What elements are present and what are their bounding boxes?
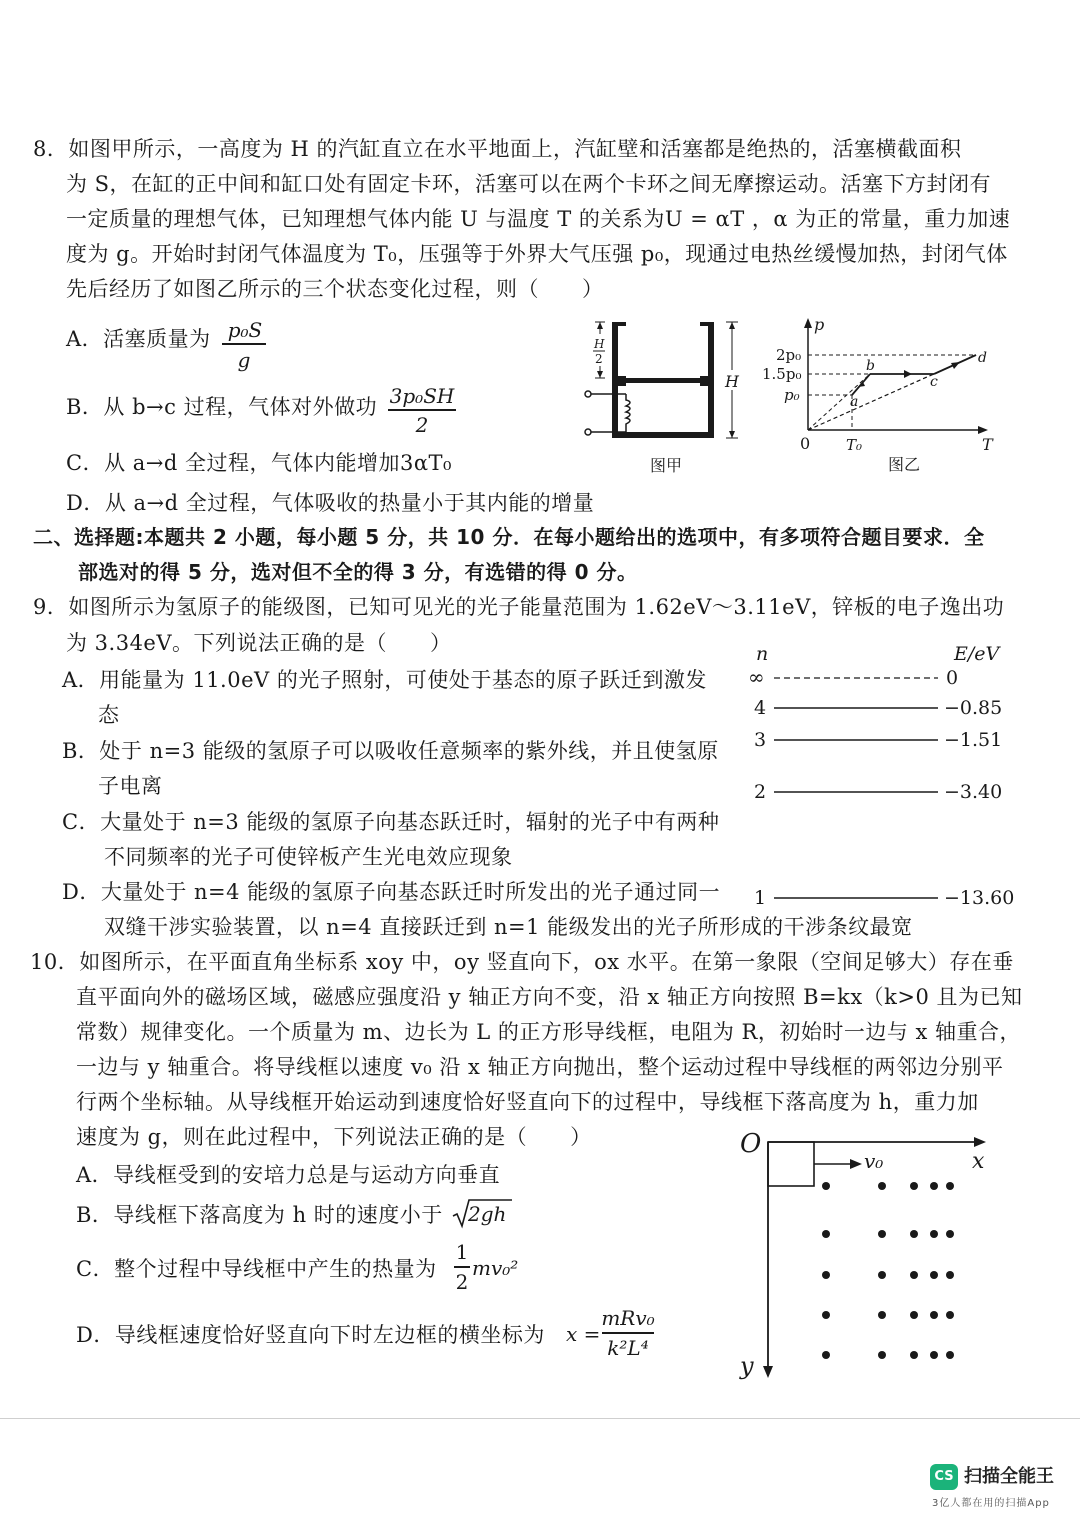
q8-option-b-denominator: 2 bbox=[415, 413, 429, 437]
origin-O: O bbox=[740, 1129, 762, 1159]
figure-yi-pT-graph bbox=[762, 315, 1000, 480]
q10-option-c-numerator: 1 bbox=[455, 1240, 469, 1264]
q8-option-a-numerator: p₀S bbox=[227, 318, 263, 342]
point-a: a bbox=[850, 394, 859, 410]
cylinder-right-wall bbox=[708, 322, 714, 436]
q10-option-c-mv0-squared: mv₀² bbox=[472, 1256, 519, 1280]
q9-option-b-line-2: 子电离 bbox=[98, 774, 163, 798]
q8-option-a-denominator: g bbox=[237, 348, 251, 372]
fraction-bar bbox=[388, 409, 456, 411]
q10-field-figure bbox=[736, 1122, 996, 1392]
level-4-n: 4 bbox=[754, 697, 767, 719]
v0-label: v₀ bbox=[864, 1149, 884, 1173]
tick-p0: p₀ bbox=[784, 386, 800, 404]
square-wire-frame bbox=[768, 1142, 814, 1186]
p-axis-label: p bbox=[814, 315, 825, 334]
magnetic-field-dots bbox=[822, 1182, 954, 1359]
half-H-numerator: H bbox=[594, 337, 605, 351]
fraction-bar bbox=[602, 1332, 654, 1334]
q8-option-c: C．从 a→d 全过程，气体内能增加3αT₀ bbox=[66, 451, 452, 475]
q10-option-c-denominator: 2 bbox=[455, 1270, 469, 1294]
q10-option-c: C．整个过程中导线框中产生的热量为 bbox=[76, 1257, 437, 1281]
header-n: n bbox=[756, 643, 769, 665]
q10-line-4: 一边与 y 轴重合。将导线框以速度 v₀ 沿 x 轴正方向抛出，整个运动过程中导线框的两邻边分别平 bbox=[76, 1055, 1004, 1079]
cylinder-bottom bbox=[612, 432, 714, 438]
x-axis-label: x bbox=[972, 1149, 985, 1174]
q9-option-d-line-1: D．大量处于 n=4 能级的氢原子向基态跃迁时所发出的光子通过同一 bbox=[62, 880, 721, 904]
section-2-line-2: 部选对的得 5 分，选对但不全的得 3 分，有选错的得 0 分。 bbox=[78, 560, 638, 584]
level-1-n: 1 bbox=[754, 887, 767, 909]
q8-line-5: 先后经历了如图乙所示的三个状态变化过程，则（ ） bbox=[66, 277, 604, 301]
page-bottom-divider bbox=[0, 1418, 1080, 1419]
level-inf-n: ∞ bbox=[748, 665, 765, 689]
terminal-top bbox=[585, 391, 591, 397]
half-H-denominator: 2 bbox=[595, 352, 603, 366]
q8-line-4: 度为 g。开始时封闭气体温度为 T₀，压强等于外界大气压强 p₀，现通过电热丝缓慢加热，封闭气体 bbox=[66, 242, 1008, 266]
q8-option-b-numerator: 3p₀SH bbox=[389, 384, 455, 408]
q9-option-c-line-2: 不同频率的光子可使锌板产生光电效应现象 bbox=[104, 845, 513, 869]
q9-option-c-line-1: C．大量处于 n=3 能级的氢原子向基态跃迁时，辐射的光子中有两种 bbox=[62, 810, 720, 834]
q10-option-b: B．导线框下落高度为 h 时的速度小于 bbox=[76, 1203, 443, 1227]
level-1-E: −13.60 bbox=[944, 887, 1015, 909]
q8-line-1: 8．如图甲所示，一高度为 H 的汽缸直立在水平地面上，汽缸壁和活塞都是绝热的，活塞横截面积 bbox=[33, 137, 962, 161]
q9-option-b-line-1: B．处于 n=3 能级的氢原子可以吸收任意频率的紫外线，并且使氢原 bbox=[62, 739, 719, 763]
q8-option-b: B．从 b→c 过程，气体对外做功 bbox=[66, 395, 378, 419]
figure-jia-cylinder bbox=[578, 314, 748, 484]
height-H-label: H bbox=[725, 372, 739, 391]
q10-line-3: 常数）规律变化。一个质量为 m、边长为 L 的正方形导线框，电阻为 R，初始时一边与 x 轴重合， bbox=[76, 1020, 1022, 1044]
q9-line-2: 为 3.34eV。下列说法正确的是（ ） bbox=[66, 631, 452, 655]
terminal-bottom bbox=[585, 429, 591, 435]
q10-option-b-radicand: 2gh bbox=[468, 1202, 507, 1226]
fraction-bar bbox=[454, 1266, 470, 1268]
middle-stop-left bbox=[618, 376, 626, 386]
q10-option-d-denominator: k²L⁴ bbox=[607, 1336, 649, 1360]
tick-2p0: 2p₀ bbox=[776, 346, 802, 364]
level-3-n: 3 bbox=[754, 729, 767, 751]
piston bbox=[626, 378, 700, 383]
q9-option-a-line-2: 态 bbox=[98, 703, 120, 727]
level-3-E: −1.51 bbox=[944, 729, 1003, 751]
q10-option-a: A．导线框受到的安培力总是与运动方向垂直 bbox=[76, 1163, 501, 1187]
top-stop-left bbox=[618, 322, 626, 326]
tick-1-5p0: 1.5p₀ bbox=[762, 365, 802, 383]
heater-coil bbox=[626, 394, 630, 432]
q9-option-d-line-2: 双缝干涉实验装置，以 n=4 直接跃迁到 n=1 能级发出的光子所形成的干涉条纹最宽 bbox=[104, 915, 913, 939]
cylinder-left-wall bbox=[612, 322, 618, 436]
level-4-E: −0.85 bbox=[944, 697, 1003, 719]
point-c: c bbox=[930, 374, 938, 390]
level-2-E: −3.40 bbox=[944, 781, 1003, 803]
origin-label: 0 bbox=[800, 434, 811, 453]
brand-name: 扫描全能王 bbox=[964, 1466, 1054, 1487]
energy-level-diagram bbox=[748, 638, 1038, 914]
scanner-watermark bbox=[930, 1462, 1070, 1512]
level-inf-E: 0 bbox=[946, 667, 959, 689]
y-axis-label: y bbox=[740, 1352, 754, 1380]
point-d: d bbox=[978, 350, 987, 366]
q8-option-a: A．活塞质量为 bbox=[66, 327, 211, 351]
q10-option-d-x-equals: x = bbox=[566, 1322, 601, 1346]
middle-stop-right bbox=[700, 376, 708, 386]
q10-option-d-numerator: mRv₀ bbox=[601, 1306, 655, 1330]
figure-jia-caption: 图甲 bbox=[650, 456, 683, 475]
q8-line-3: 一定质量的理想气体，已知理想气体内能 U 与温度 T 的关系为U = αT ，α 为正的常量，重力加速 bbox=[66, 207, 1011, 231]
T-axis-label: T bbox=[982, 435, 993, 454]
fraction-bar bbox=[222, 343, 266, 345]
level-2-n: 2 bbox=[754, 781, 767, 803]
q8-line-2: 为 S，在缸的正中间和缸口处有固定卡环，活塞可以在两个卡环之间无摩擦运动。活塞下方封闭有 bbox=[66, 172, 992, 196]
brand-tagline: 3亿人都在用的扫描App bbox=[932, 1498, 1050, 1509]
q10-option-d: D．导线框速度恰好竖直向下时左边框的横坐标为 bbox=[76, 1323, 545, 1347]
figure-yi-caption: 图乙 bbox=[888, 455, 921, 474]
cs-logo-icon: CS bbox=[930, 1464, 958, 1490]
q9-option-a-line-1: A．用能量为 11.0eV 的光子照射，可使处于基态的原子跃迁到激发 bbox=[62, 668, 707, 692]
header-E: E/eV bbox=[954, 643, 1000, 665]
q10-line-1: 10．如图所示，在平面直角坐标系 xoy 中，oy 竖直向下，ox 水平。在第一象限（空间足够大）存在垂 bbox=[30, 950, 1014, 974]
top-stop-right bbox=[700, 322, 708, 326]
q9-line-1: 9．如图所示为氢原子的能级图，已知可见光的光子能量范围为 1.62eV～3.11eV，锌板的电子逸出功 bbox=[33, 595, 1005, 619]
section-2-line-1: 二、选择题:本题共 2 小题，每小题 5 分，共 10 分．在每小题给出的选项中，有多项符合题目要求．全 bbox=[33, 525, 985, 549]
q8-option-d: D．从 a→d 全过程，气体吸收的热量小于其内能的增量 bbox=[66, 491, 595, 515]
q10-line-6: 速度为 g，则在此过程中，下列说法正确的是（ ） bbox=[76, 1125, 592, 1149]
point-b: b bbox=[866, 358, 875, 374]
q10-line-2: 直平面向外的磁场区域，磁感应强度沿 y 轴正方向不变，沿 x 轴正方向按照 B=kx（k>0 且为已知 bbox=[76, 985, 1023, 1009]
tick-T0: T₀ bbox=[846, 436, 863, 454]
q10-line-5: 行两个坐标轴。从导线框开始运动到速度恰好竖直向下的过程中，导线框下落高度为 h，重力加 bbox=[76, 1090, 979, 1114]
